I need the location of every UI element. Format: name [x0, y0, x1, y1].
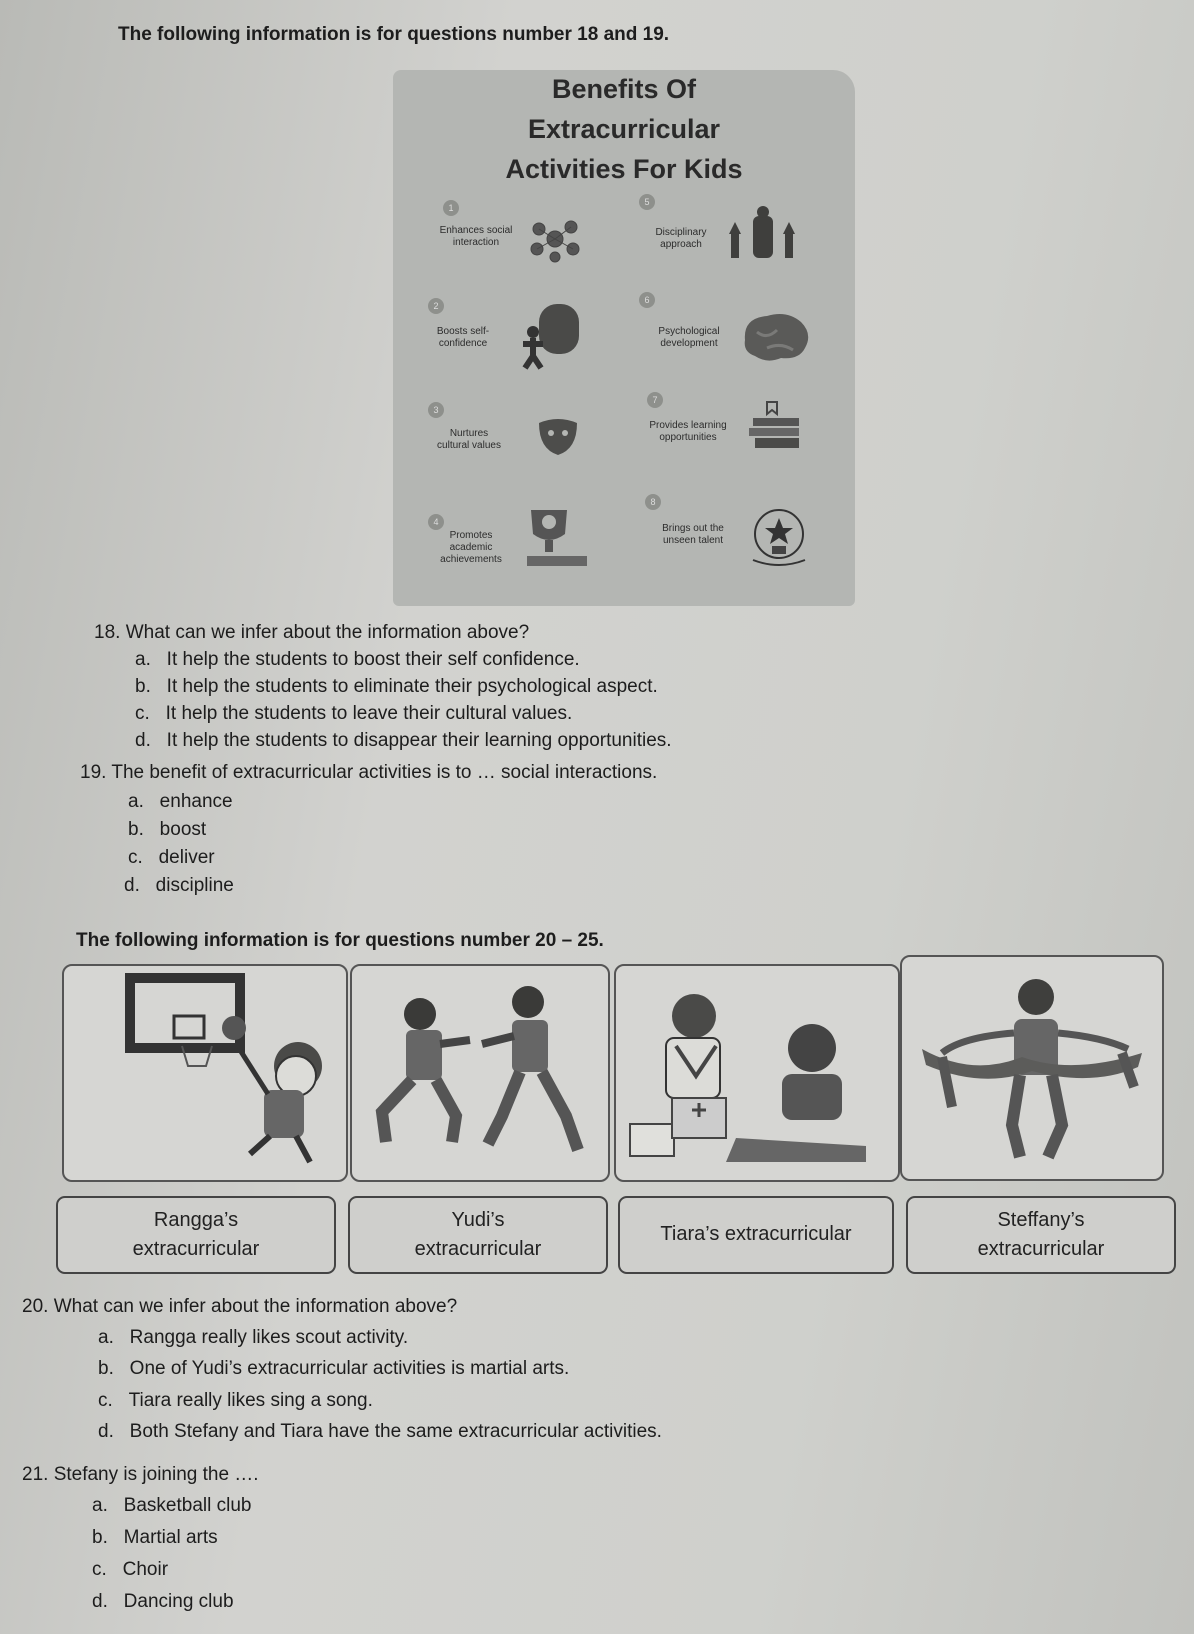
item-number-8: 8	[645, 494, 661, 510]
panel-first-aid	[614, 964, 900, 1182]
option-21d: d. Dancing club	[92, 1591, 234, 1612]
item-number-5: 5	[639, 194, 655, 210]
caption-tiara: Tiara’s extracurricular	[618, 1196, 894, 1274]
basketball-player-illustration	[64, 966, 346, 1180]
question-18: 18. What can we infer about the information above?	[94, 622, 530, 643]
item-label-social-interaction: Enhances social interaction	[439, 225, 513, 248]
caption-rangga: Rangga’s extracurricular	[56, 1196, 336, 1274]
question-20: 20. What can we infer about the information above?	[22, 1296, 458, 1317]
option-21a: a. Basketball club	[92, 1495, 252, 1516]
panel-martial-arts	[350, 964, 610, 1182]
discipline-figures-icon	[727, 202, 799, 264]
item-number-3: 3	[428, 402, 444, 418]
option-18d: d. It help the students to disappear their learning opportunities.	[135, 730, 672, 751]
panel-dancing	[900, 955, 1164, 1181]
infographic-title-line1: Benefits Of	[551, 74, 697, 104]
panel-basketball	[62, 964, 348, 1182]
item-number-6: 6	[639, 292, 655, 308]
books-icon	[743, 400, 803, 452]
item-number-7: 7	[647, 392, 663, 408]
option-18a: a. It help the students to boost their self confidence.	[135, 649, 580, 670]
martial-arts-illustration	[352, 966, 608, 1180]
first-aid-illustration	[616, 966, 898, 1180]
item-label-academic-achievements: Promotes academic achievements	[440, 530, 502, 565]
option-18c: c. It help the students to leave their cultural values.	[135, 703, 573, 724]
option-19b: b. boost	[128, 819, 207, 840]
item-label-disciplinary-approach: Disciplinary approach	[655, 227, 707, 250]
item-number-2: 2	[428, 298, 444, 314]
option-18b: b. It help the students to eliminate their psychological aspect.	[135, 676, 658, 697]
option-21b: b. Martial arts	[92, 1527, 218, 1548]
option-19d: d. discipline	[124, 875, 234, 896]
caption-yudi: Yudi’s extracurricular	[348, 1196, 608, 1274]
question-19: 19. The benefit of extracurricular activities is to … social interactions.	[80, 762, 658, 783]
section-heading-2: The following information is for questions number 20 – 25.	[76, 930, 604, 951]
option-21c: c. Choir	[92, 1559, 169, 1580]
social-network-icon	[525, 215, 589, 263]
lightbulb-star-icon	[739, 494, 819, 574]
section-heading-1: The following information is for questions number 18 and 19.	[118, 24, 670, 45]
theatre-mask-icon	[533, 415, 583, 459]
item-label-psychological-development: Psychological development	[658, 326, 720, 349]
option-19a: a. enhance	[128, 791, 233, 812]
option-20d: d. Both Stefany and Tiara have the same extracurricular activities.	[98, 1421, 662, 1442]
option-20b: b. One of Yudi’s extracurricular activities is martial arts.	[98, 1358, 570, 1379]
trophy-icon	[517, 506, 589, 570]
option-19c: c. deliver	[128, 847, 215, 868]
infographic	[393, 70, 855, 606]
infographic-title-line3: Activities For Kids	[505, 154, 743, 184]
question-21: 21. Stefany is joining the ….	[22, 1464, 259, 1485]
caption-steffany: Steffany’s extracurricular	[906, 1196, 1176, 1274]
infographic-title-line2: Extracurricular	[527, 114, 721, 144]
confidence-figure-icon	[513, 302, 583, 372]
dancer-illustration	[902, 957, 1162, 1179]
option-20a: a. Rangga really likes scout activity.	[98, 1327, 409, 1348]
item-number-1: 1	[443, 200, 459, 216]
option-20c: c. Tiara really likes sing a song.	[98, 1390, 373, 1411]
item-label-self-confidence: Boosts self- confidence	[436, 326, 490, 349]
item-label-unseen-talent: Brings out the unseen talent	[662, 523, 724, 546]
item-label-cultural-values: Nurtures cultural values	[437, 428, 501, 451]
item-label-learning-opportunities: Provides learning opportunities	[649, 420, 727, 443]
brain-icon	[737, 310, 813, 368]
item-number-4: 4	[428, 514, 444, 530]
